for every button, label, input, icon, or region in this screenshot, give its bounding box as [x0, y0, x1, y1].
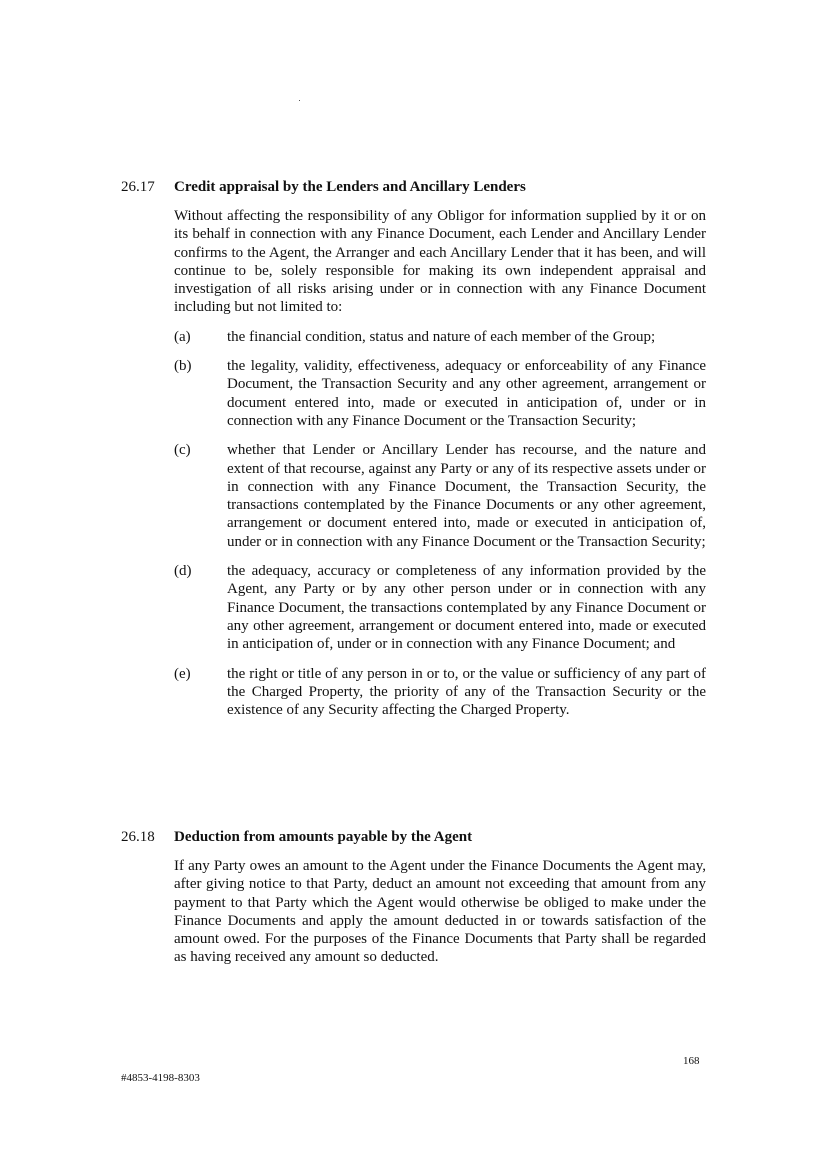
section-number: 26.18	[121, 829, 155, 845]
section-number: 26.17	[121, 179, 155, 195]
document-id: #4853-4198-8303	[121, 1072, 200, 1084]
section-body: If any Party owes an amount to the Agent under the Finance Documents the Agent may, after giving notice to that Party, deduct an amount not exceeding that amount from any payment to that Party which the Agent would otherwise be obliged to make under the Finance Documents and apply the amount deducted in or towards satisfaction of the amount owed. For the purposes of the Finance Documents that Party shall be regarded as having received any amount so deducted.	[174, 858, 706, 966]
stray-mark	[299, 100, 300, 101]
item-label: (c)	[174, 442, 191, 459]
page-number: 168	[683, 1055, 700, 1067]
item-label: (b)	[174, 358, 192, 375]
section-heading	[121, 828, 706, 846]
section-26-18	[121, 828, 706, 967]
item-text: the right or title of any person in or to, or the value or sufficiency of any part of the Charged Property, the priority of any of the Transaction Security or the existence of any Security affecting the Charged Property.	[227, 665, 706, 719]
item-text: the adequacy, accuracy or completeness of any information provided by the Agent, any Party or by any other person under or in connection with any Finance Document, the transactions contemplated by any Finance Document or any other agreement, arrangement or document entered into, made or executed in anticipation of, under or in connection with any Finance Document; and	[227, 563, 706, 653]
item-label: (a)	[174, 328, 191, 345]
section-26-17	[121, 178, 706, 719]
section-heading	[121, 178, 706, 196]
list-item-d	[174, 562, 706, 653]
section-title: Deduction from amounts payable by the Agent	[174, 829, 473, 845]
item-text: the financial condition, status and nature of each member of the Group;	[227, 328, 656, 345]
item-text: the legality, validity, effectiveness, adequacy or enforceability of any Finance Document, the Transaction Security and any other agreement, arrangement or document entered into, made or executed in anticipation of, under or in connection with any Finance Document or the Transaction Security;	[227, 358, 706, 429]
item-text: whether that Lender or Ancillary Lender has recourse, and the nature and extent of that recourse, against any Party or any of its respective assets under or in connection with any Finance Document, the Transaction Security, the transactions contemplated by the Finance Documents or any other agreement, arrangement or document entered into, made or executed in anticipation of, under or in connection with any Finance Document or the Transaction Security;	[227, 442, 706, 550]
item-label: (d)	[174, 563, 192, 580]
list-item-a	[174, 328, 706, 346]
list-item-c	[174, 441, 706, 551]
section-title: Credit appraisal by the Lenders and Ancillary Lenders	[174, 179, 526, 195]
section-intro: Without affecting the responsibility of any Obligor for information supplied by it or on its behalf in connection with any Finance Document, each Lender and Ancillary Lender confirms to the Agent, the Arranger and each Ancillary Lender that it has been, and will continue to be, solely responsible for making its own independent appraisal and investigation of all risks arising under or in connection with any Finance Document including but not limited to:	[174, 208, 706, 316]
list-item-e	[174, 665, 706, 720]
item-label: (e)	[174, 665, 191, 682]
list-item-b	[174, 357, 706, 430]
